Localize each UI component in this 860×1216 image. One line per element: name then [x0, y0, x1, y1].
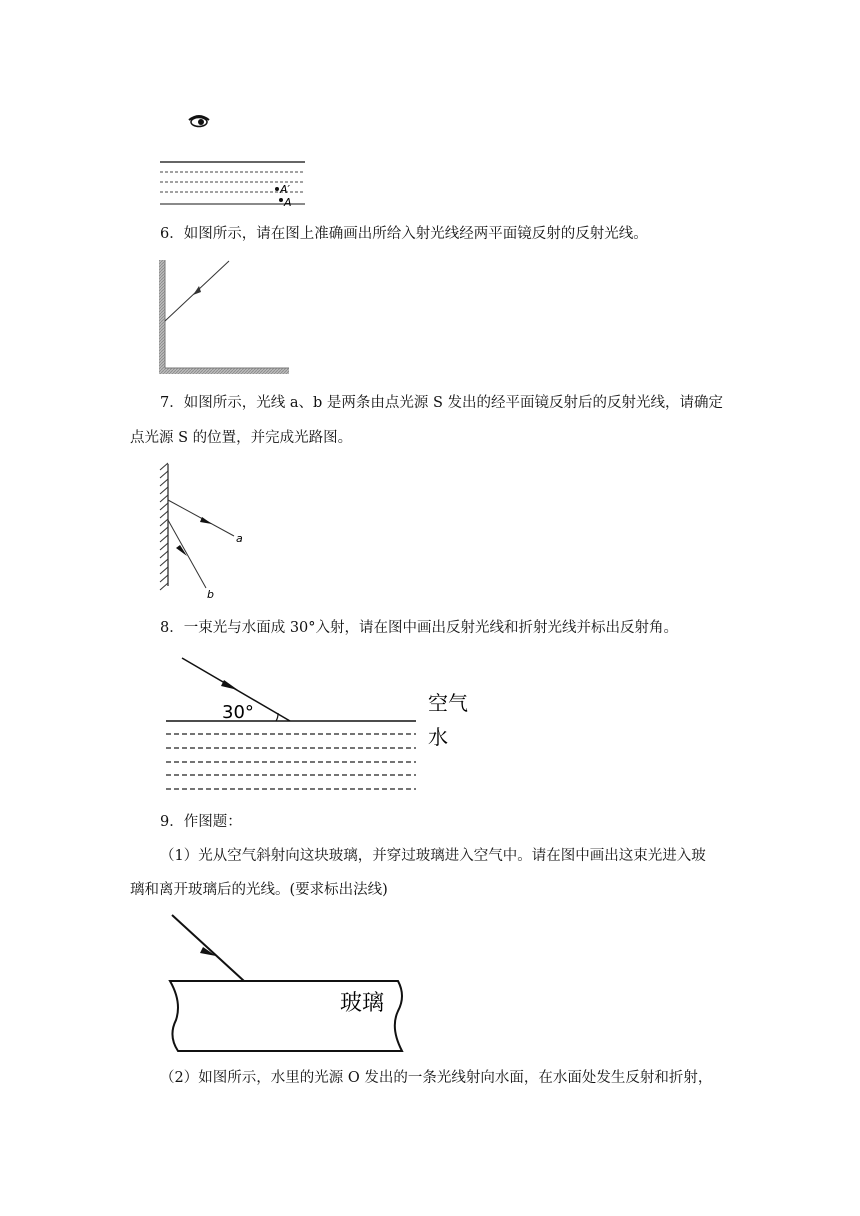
vertical-mirror	[159, 260, 165, 374]
horizontal-mirror	[159, 368, 289, 374]
question-6-text: 6．如图所示，请在图上准确画出所给入射光线经两平面镜反射的反射光线。	[160, 226, 648, 242]
incident-ray	[172, 915, 244, 981]
point-a-prime	[275, 187, 279, 191]
question-9-title: 9．作图题：	[160, 814, 242, 830]
two-mirrors-figure	[155, 256, 295, 378]
water-incidence-figure	[160, 652, 480, 800]
question-7-line2: 点光源 S 的位置，并完成光路图。	[130, 430, 353, 446]
angle-label: 30°	[222, 702, 254, 723]
water-label: 水	[428, 725, 448, 749]
ray-a-label: a	[236, 532, 243, 545]
label-a-prime: A′	[280, 183, 291, 196]
question-9-part2-line1: （2）如图所示，水里的光源 O 发出的一条光线射向水面，在水面处发生反射和折射，	[160, 1070, 713, 1086]
glass-block-figure	[160, 910, 416, 1058]
question-9-part1-line2: 璃和离开玻璃后的光线。(要求标出法线)	[130, 882, 388, 898]
eye-icon	[189, 116, 209, 127]
eye-water-figure	[155, 108, 315, 210]
label-a: A	[284, 196, 292, 209]
rays-ab-figure	[150, 460, 260, 602]
ray-b-line	[168, 520, 206, 588]
ray-a-line	[168, 500, 234, 536]
ray-b-label: b	[207, 588, 214, 601]
air-label: 空气	[428, 691, 468, 715]
glass-label: 玻璃	[340, 991, 385, 1016]
question-9-part1-line1: （1）光从空气斜射向这块玻璃，并穿过玻璃进入空气中。请在图中画出这束光进入玻	[160, 848, 706, 864]
question-7-line1: 7．如图所示，光线 a、b 是两条由点光源 S 发出的经平面镜反射后的反射光线，请确定	[160, 395, 724, 411]
question-8-text: 8．一束光与水面成 30°入射，请在图中画出反射光线和折射光线并标出反射角。	[160, 620, 679, 636]
point-a	[279, 198, 283, 202]
